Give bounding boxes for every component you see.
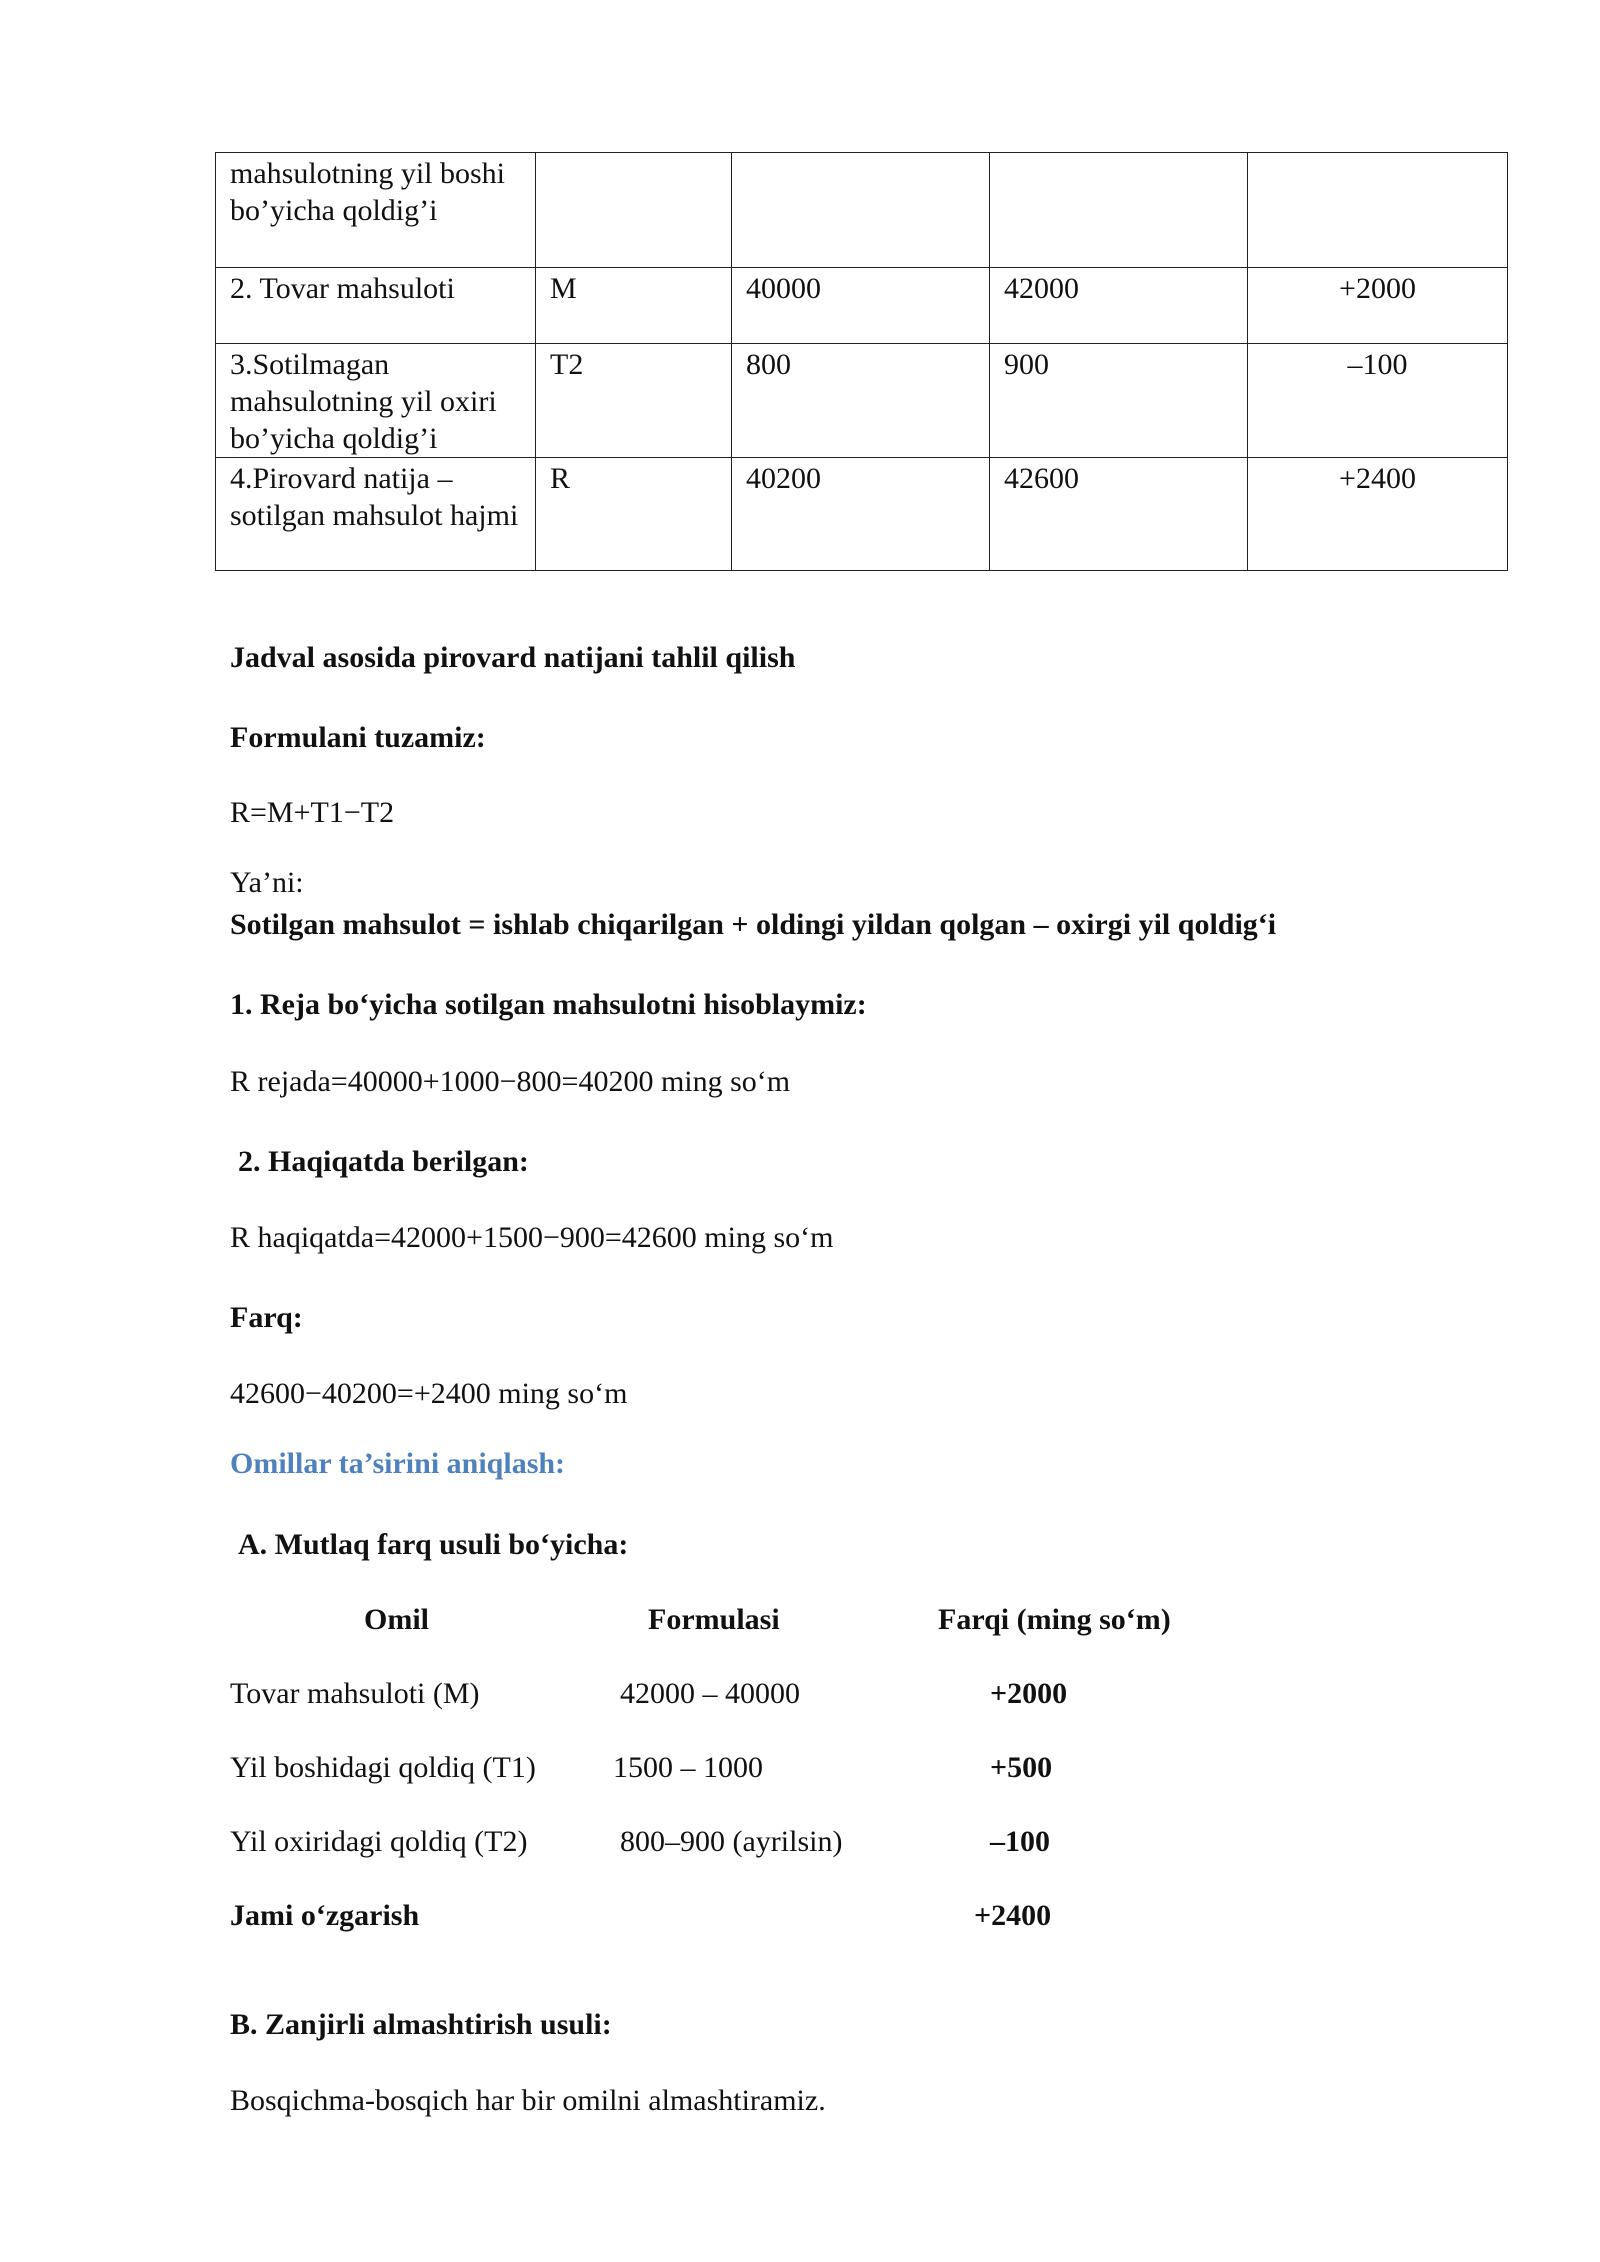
factor-row: [0, 1674, 1600, 1714]
total-value: +2400: [974, 1899, 1052, 1932]
row-code: T2: [536, 344, 732, 458]
formula-words: Sotilgan mahsulot = ishlab chiqarilgan + oldingi yildan qolgan – oxirgi yil qoldig‘i: [230, 908, 1277, 941]
factor-difference: –100: [990, 1825, 1050, 1858]
plan-calculation: R rejada=40000+1000−800=40200 ming so‘m: [230, 1065, 791, 1098]
factor-total-row: [0, 1896, 1600, 1936]
row-label: 2. Tovar mahsuloti: [216, 268, 536, 344]
that-is-label: Ya’ni:: [230, 866, 304, 899]
factor-table-header: [0, 1600, 1600, 1640]
factor-formula: 1500 – 1000: [613, 1751, 763, 1784]
row-actual: 42600: [990, 458, 1248, 571]
column-header-difference: Farqi (ming so‘m): [938, 1603, 1171, 1636]
row-actual: [990, 153, 1248, 268]
row-plan: [732, 153, 990, 268]
method-a-heading: A. Mutlaq farq usuli bo‘yicha:: [238, 1528, 629, 1561]
row-diff: +2400: [1248, 458, 1508, 571]
factors-heading: Omillar ta’sirini aniqlash:: [230, 1447, 566, 1480]
actual-heading: 2. Haqiqatda berilgan:: [238, 1145, 529, 1178]
row-code: R: [536, 458, 732, 571]
column-header-formula: Formulasi: [648, 1603, 780, 1636]
row-label: 3.Sotilmagan mahsulotning yil oxiri bo’yicha qoldig’i: [216, 344, 536, 458]
factor-formula: 800–900 (ayrilsin): [620, 1825, 843, 1858]
column-header-factor: Omil: [364, 1603, 429, 1636]
row-code: [536, 153, 732, 268]
row-diff: [1248, 153, 1508, 268]
row-actual: 900: [990, 344, 1248, 458]
row-label: 4.Pirovard natija – sotilgan mahsulot hajmi: [216, 458, 536, 571]
row-plan: 800: [732, 344, 990, 458]
plan-heading: 1. Reja bo‘yicha sotilgan mahsulotni hisoblaymiz:: [230, 988, 867, 1021]
factor-row: [0, 1822, 1600, 1862]
formula-heading: Formulani tuzamiz:: [230, 721, 486, 754]
row-diff: –100: [1248, 344, 1508, 458]
table-row: [216, 268, 1508, 344]
row-code: M: [536, 268, 732, 344]
analysis-heading: Jadval asosida pirovard natijani tahlil qilish: [230, 641, 796, 674]
difference-heading: Farq:: [230, 1301, 303, 1334]
table-row: [216, 458, 1508, 571]
total-label: Jami o‘zgarish: [230, 1899, 420, 1932]
formula: R=M+T1−T2: [230, 796, 395, 829]
table-row: [216, 153, 1508, 268]
actual-calculation: R haqiqatda=42000+1500−900=42600 ming so‘m: [230, 1221, 834, 1254]
factor-difference: +2000: [990, 1677, 1068, 1710]
row-diff: +2000: [1248, 268, 1508, 344]
row-plan: 40000: [732, 268, 990, 344]
factor-row: [0, 1748, 1600, 1788]
results-table: [215, 152, 1508, 571]
method-b-text: Bosqichma-bosqich har bir omilni almashtiramiz.: [230, 2084, 826, 2117]
method-b-heading: B. Zanjirli almashtirish usuli:: [230, 2008, 612, 2041]
table-row: [216, 344, 1508, 458]
factor-difference: +500: [990, 1751, 1053, 1784]
row-plan: 40200: [732, 458, 990, 571]
row-actual: 42000: [990, 268, 1248, 344]
factor-name: Yil oxiridagi qoldiq (T2): [230, 1825, 528, 1858]
row-label: mahsulotning yil boshi bo’yicha qoldig’i: [216, 153, 536, 268]
factor-name: Tovar mahsuloti (M): [230, 1677, 480, 1710]
factor-formula: 42000 – 40000: [620, 1677, 800, 1710]
factor-name: Yil boshidagi qoldiq (T1): [230, 1751, 536, 1784]
difference-calculation: 42600−40200=+2400 ming so‘m: [230, 1377, 628, 1410]
